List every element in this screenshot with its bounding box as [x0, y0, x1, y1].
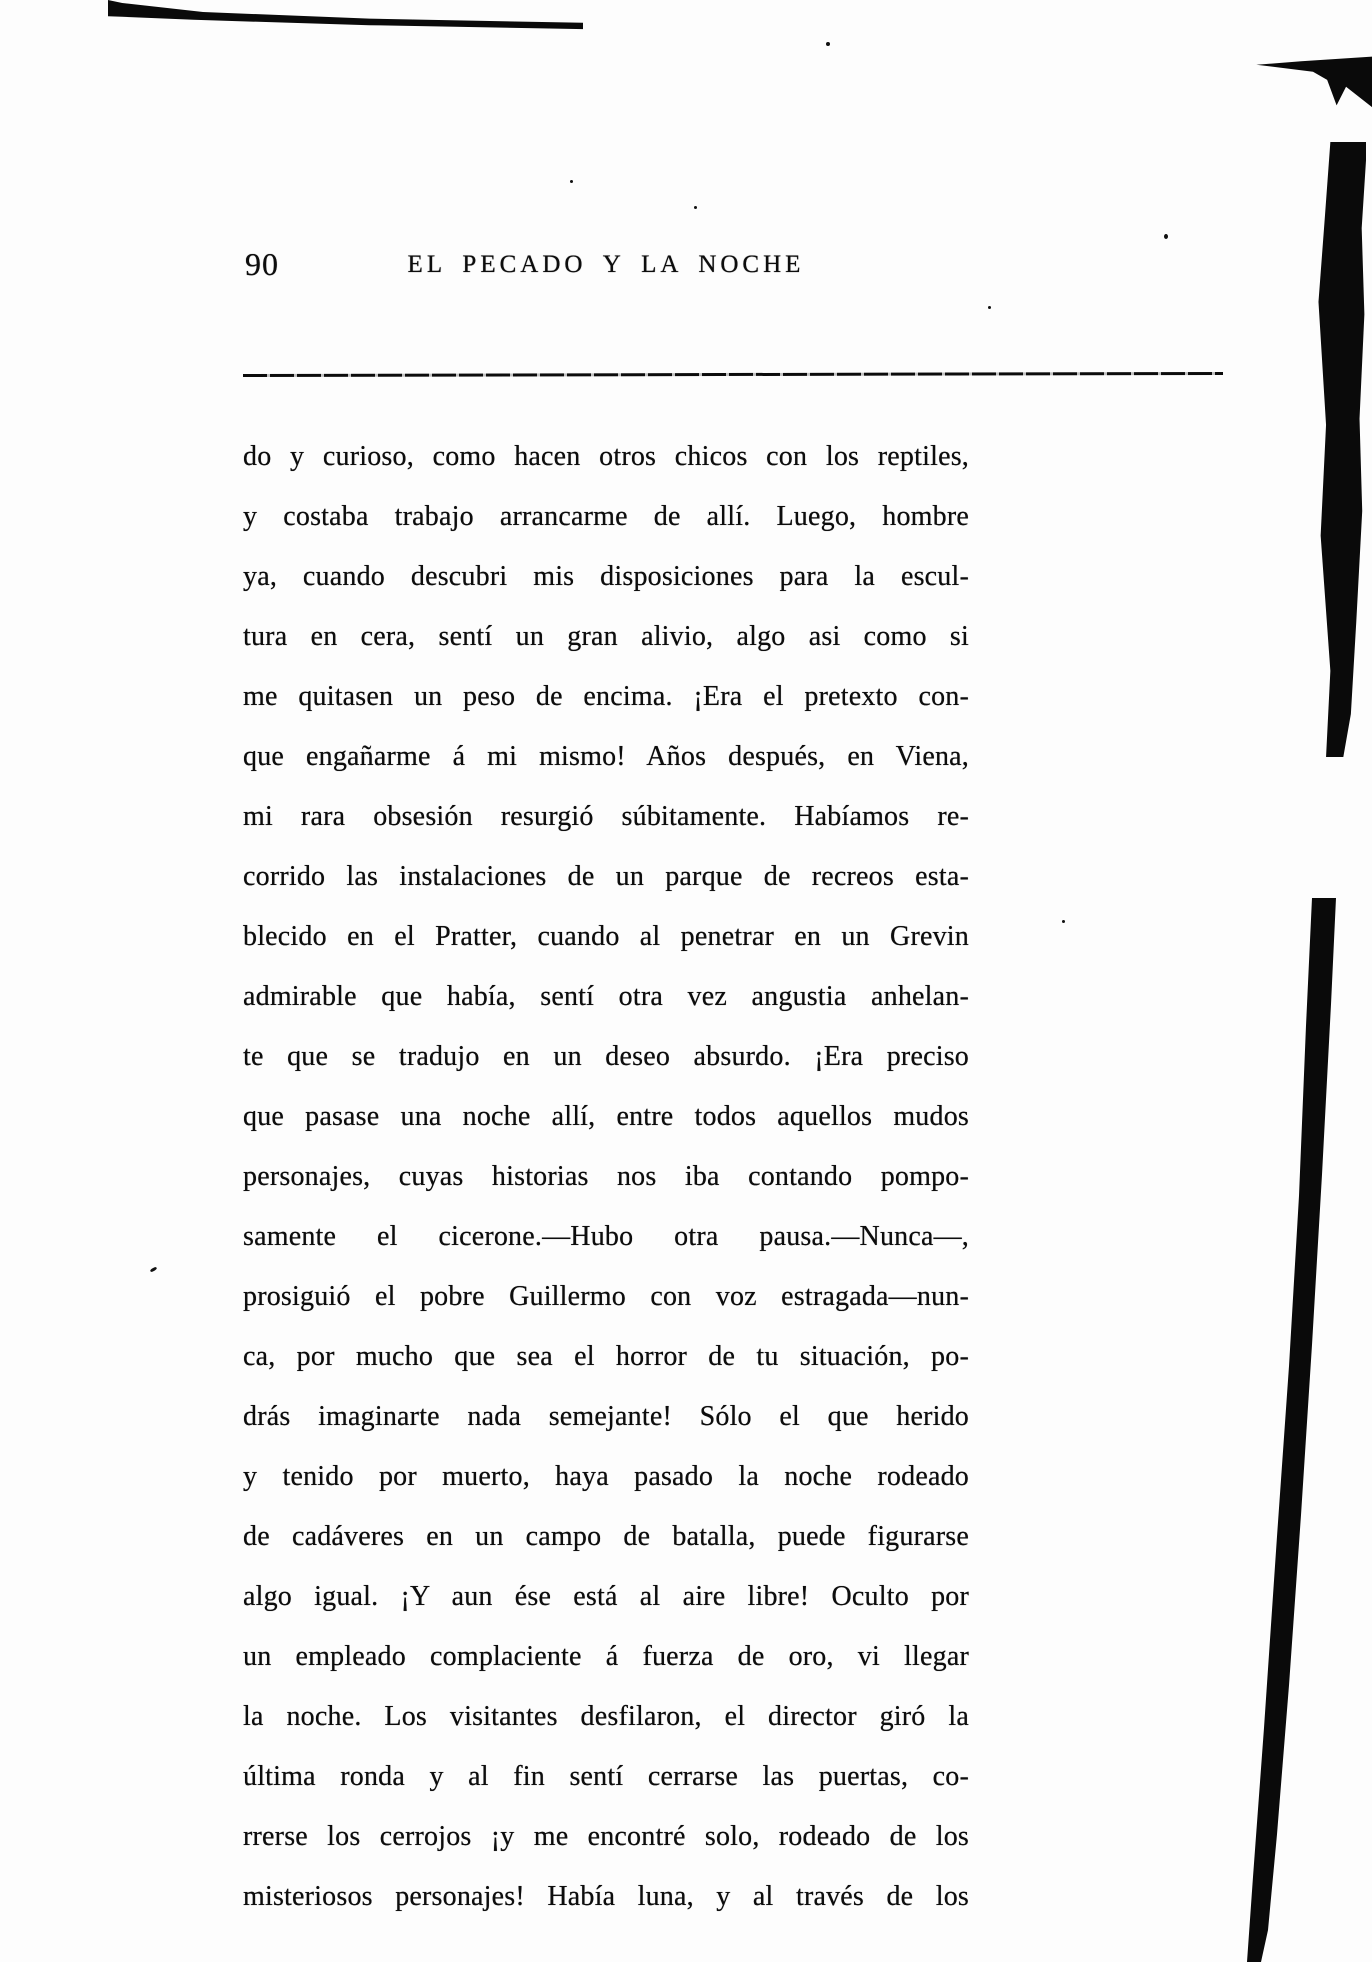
page-number: 90: [245, 246, 279, 282]
scan-speck: [1164, 234, 1168, 239]
text-line: mi rara obsesión resurgió súbitamente. Habíamos re-: [243, 801, 969, 832]
text-line: la noche. Los visitantes desfilaron, el director giró la: [243, 1701, 969, 1732]
text-line: blecido en el Pratter, cuando al penetrar en un Grevin: [243, 921, 969, 952]
scan-speck: [826, 42, 830, 46]
text-line: personajes, cuyas historias nos iba contando pompo-: [243, 1161, 969, 1192]
text-line: rrerse los cerrojos ¡y me encontré solo, rodeado de los: [243, 1821, 969, 1852]
text-line: algo igual. ¡Y aun ése está al aire libre! Oculto por: [243, 1581, 969, 1612]
scan-artifact-top-bar: [108, 0, 583, 30]
text-line: ca, por mucho que sea el horror de tu situación, po-: [243, 1341, 969, 1372]
text-line: corrido las instalaciones de un parque de recreos esta-: [243, 861, 969, 892]
scan-speck: [694, 206, 697, 209]
header-rule: [243, 372, 1223, 377]
text-line: un empleado complaciente á fuerza de oro, vi llegar: [243, 1641, 969, 1672]
scan-speck: [988, 306, 991, 309]
text-line: drás imaginarte nada semejante! Sólo el que herido: [243, 1401, 969, 1432]
text-line: última ronda y al fin sentí cerrarse las puertas, co-: [243, 1761, 969, 1792]
text-line: tura en cera, sentí un gran alivio, algo asi como si: [243, 621, 969, 652]
text-line: ya, cuando descubri mis disposiciones para la escul-: [243, 561, 969, 592]
text-line: y costaba trabajo arrancarme de allí. Luego, hombre: [243, 501, 969, 532]
text-line: prosiguió el pobre Guillermo con voz estragada—nun-: [243, 1281, 969, 1312]
scan-artifact-edge-streak-lower: [1244, 898, 1344, 1962]
text-line: de cadáveres en un campo de batalla, puede figurarse: [243, 1521, 969, 1552]
scan-speck: [570, 180, 573, 183]
running-header-title: EL PECADO Y LA NOCHE: [407, 251, 805, 278]
scan-speck: [150, 1266, 158, 1272]
text-line: admirable que había, sentí otra vez angustia anhelan-: [243, 981, 969, 1012]
text-line: misteriosos personajes! Había luna, y al través de los: [243, 1881, 969, 1912]
scan-speck: [1062, 920, 1065, 923]
text-line: que pasase una noche allí, entre todos aquellos mudos: [243, 1101, 969, 1132]
text-line: me quitasen un peso de encima. ¡Era el pretexto con-: [243, 681, 969, 712]
text-line: y tenido por muerto, haya pasado la noche rodeado: [243, 1461, 969, 1492]
scan-artifact-edge-streak-upper: [1312, 142, 1366, 757]
text-line: que engañarme á mi mismo! Años después, en Viena,: [243, 741, 969, 772]
text-line: do y curioso, como hacen otros chicos con los reptiles,: [243, 441, 969, 472]
text-line: samente el cicerone.—Hubo otra pausa.—Nunca—,: [243, 1221, 969, 1252]
text-line: te que se tradujo en un deseo absurdo. ¡Era preciso: [243, 1041, 969, 1072]
body-text: [243, 427, 969, 1927]
scan-artifact-corner-wedge: [1254, 52, 1372, 110]
running-header: [243, 246, 969, 290]
